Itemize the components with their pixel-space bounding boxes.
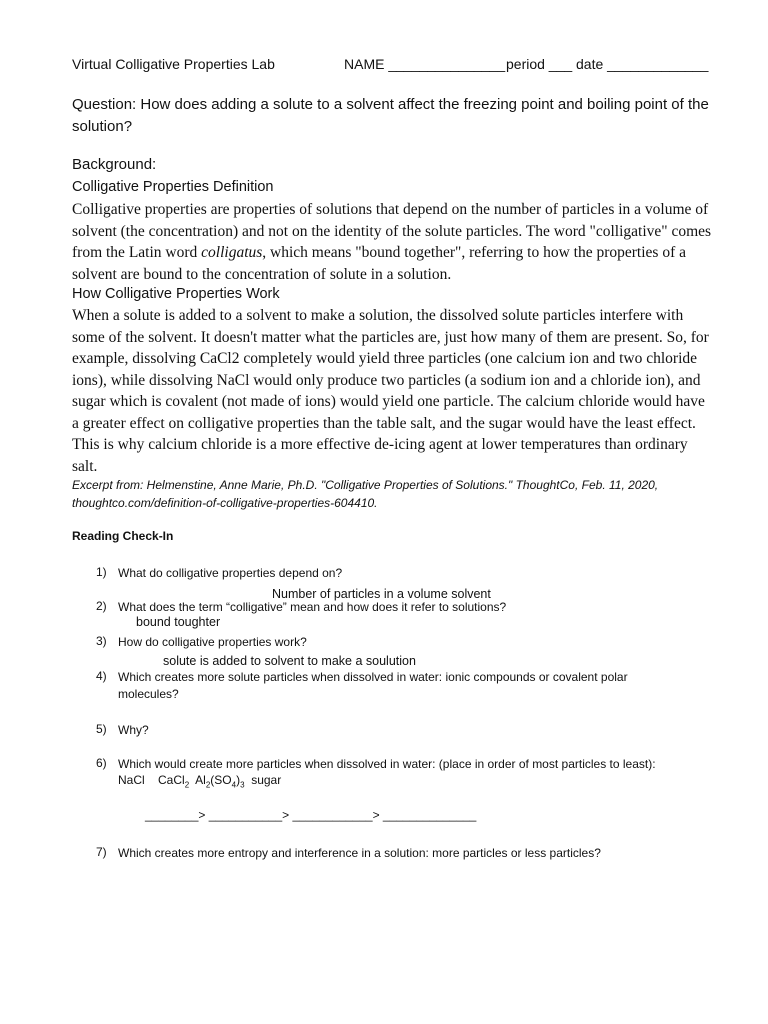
definition-text-pre: Colligative properties are properties of solutions that depend on the number of particles in a volume of solvent (the concentration) and not on the identity of the solute particles. The word "colligative" comes from the Latin word [72, 201, 712, 261]
date-field-label: date _____________ [576, 56, 709, 72]
q5-number: 5) [96, 722, 107, 736]
definition-text-post: , which means "bound together", referring to how the properties of a solvent are bound to the concentration of solute in a solution. [72, 244, 686, 283]
name-field-label: NAME _______________ [344, 56, 506, 72]
q6-number: 6) [96, 756, 107, 770]
work-heading: How Colligative Properties Work [72, 286, 280, 302]
q1-number: 1) [96, 565, 107, 579]
q4-number: 4) [96, 669, 107, 683]
lab-title: Virtual Colligative Properties Lab [72, 56, 275, 72]
work-paragraph: When a solute is added to a solvent to make a solution, the dissolved solute particles interfere with some of the solvent. It doesn't matter what the particles are, just how many of them are present. So, for example, dissolving CaCl2 completely would yield three particles (one calcium ion and two chloride ions), while dissolving NaCl would only produce two particles (a sodium ion and a chloride ion), and sugar which is covalent (not made of ions) would yield one particle. The calcium chloride would have a greater effect on colligative properties than the table salt, and the sugar would have the least effect. This is why calcium chloride is a more effective de-icing agent at lower temperatures than ordinary salt. [72, 307, 709, 475]
definition-text-italic: colligatus [201, 244, 263, 261]
q1-text: What do colligative properties depend on? [118, 566, 343, 580]
q6-text: Which would create more particles when dissolved in water: (place in order of most particles to least): [118, 757, 656, 771]
q7-number: 7) [96, 845, 107, 859]
compound-cacl2: CaCl$_2$ [158, 773, 190, 790]
q3-text: How do colligative properties work? [118, 635, 307, 649]
lab-question: Question: How does adding a solute to a solvent affect the freezing point and boiling point of the solution? [72, 96, 709, 135]
q6-order-blanks[interactable]: ________> ___________> ____________> ______________ [145, 808, 477, 822]
compound-nacl: NaCl [118, 773, 145, 787]
q6-compound-list [118, 773, 281, 789]
definition-heading: Colligative Properties Definition [72, 179, 274, 195]
background-label: Background: [72, 156, 157, 173]
period-field-label: period ___ [506, 56, 573, 72]
compound-sugar: sugar [251, 773, 282, 787]
excerpt-citation: Excerpt from: Helmenstine, Anne Marie, Ph.D. "Colligative Properties of Solutions." ThoughtCo, Feb. 11, 2020, thoughtco.com/definition-of-colligative-properties-604410. [72, 478, 659, 510]
q3-number: 3) [96, 634, 107, 648]
reading-check-title: Reading Check-In [72, 529, 174, 543]
q3-answer[interactable]: solute is added to solvent to make a soulution [163, 654, 416, 668]
q4-text: Which creates more solute particles when dissolved in water: ionic compounds or covalent polar molecules? [118, 670, 628, 701]
q5-text: Why? [118, 723, 149, 737]
q2-text: What does the term “colligative” mean and how does it refer to solutions? [118, 600, 507, 614]
q7-text: Which creates more entropy and interference in a solution: more particles or less particles? [118, 846, 601, 860]
q1-answer[interactable]: Number of particles in a volume solvent [272, 587, 491, 601]
definition-paragraph [72, 199, 712, 285]
compound-al2so43: $Al_2(SO_4)_3$ [195, 773, 245, 790]
q2-number: 2) [96, 599, 107, 613]
q2-answer[interactable]: bound toughter [136, 615, 221, 629]
